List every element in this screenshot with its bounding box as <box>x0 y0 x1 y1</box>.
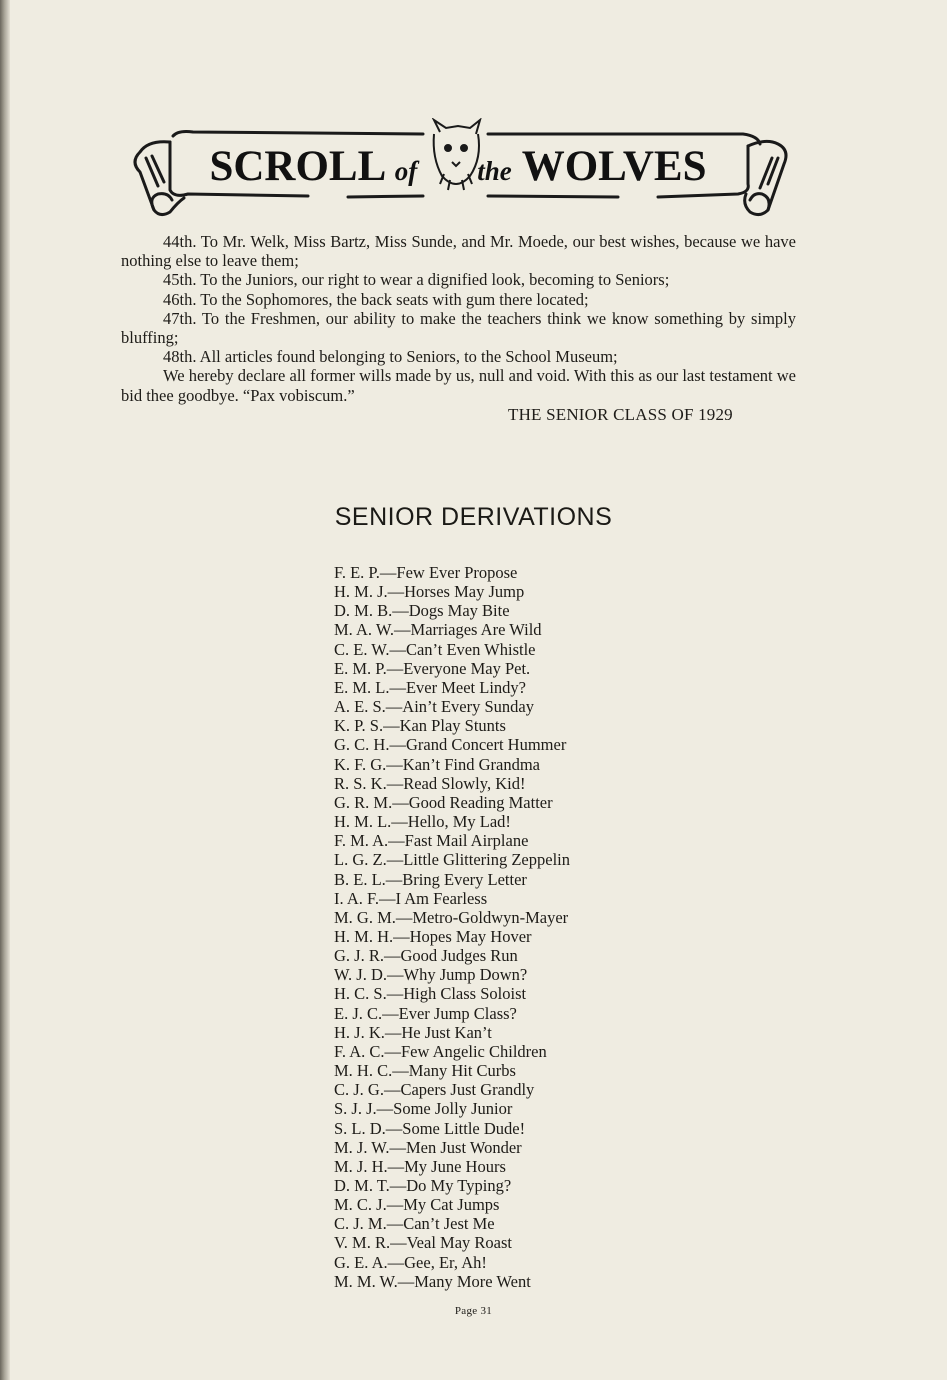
list-item: M. M. W.—Many More Went <box>334 1271 531 1291</box>
will-paragraph: We hereby declare all former wills made by us, null and void. With this as our last testament we bid thee goodbye. “Pax vobiscum.” <box>121 366 796 405</box>
section-title: SENIOR DERIVATIONS <box>334 503 613 531</box>
list-item: A. E. S.—Ain’t Every Sunday <box>334 697 534 717</box>
banner-title-wolves: WOLVES <box>521 143 707 190</box>
will-paragraph: 46th. To the Sophomores, the back seats with gum there located; <box>163 289 589 309</box>
will-paragraph: 45th. To the Juniors, our right to wear a dignified look, becoming to Seniors; <box>163 270 670 290</box>
scroll-banner <box>118 118 798 228</box>
list-item: M. J. H.—My June Hours <box>334 1156 506 1176</box>
list-item: G. R. M.—Good Reading Matter <box>334 792 553 812</box>
list-item: F. A. C.—Few Angelic Children <box>334 1041 547 1061</box>
list-item: M. A. W.—Marriages Are Wild <box>334 620 542 640</box>
list-item: V. M. R.—Veal May Roast <box>334 1233 512 1253</box>
list-item: M. C. J.—My Cat Jumps <box>334 1195 500 1215</box>
list-item: K. F. G.—Kan’t Find Grandma <box>334 754 540 774</box>
list-item: F. E. P.—Few Ever Propose <box>334 563 518 582</box>
banner-title-the: the <box>477 156 512 186</box>
list-item: E. J. C.—Ever Jump Class? <box>334 1003 517 1023</box>
list-item: G. J. R.—Good Judges Run <box>334 946 518 966</box>
banner-title-scroll: SCROLL <box>209 143 384 190</box>
will-paragraph: 44th. To Mr. Welk, Miss Bartz, Miss Sunde, and Mr. Moede, our best wishes, because we have nothing else to leave them; <box>121 232 796 271</box>
list-item: S. L. D.—Some Little Dude! <box>334 1118 526 1138</box>
list-item: G. C. H.—Grand Concert Hummer <box>334 735 567 755</box>
list-item: H. J. K.—He Just Kan’t <box>334 1022 492 1042</box>
list-item: E. M. P.—Everyone May Pet. <box>334 658 531 678</box>
list-item: E. M. L.—Ever Meet Lindy? <box>334 677 526 697</box>
list-item: W. J. D.—Why Jump Down? <box>334 965 528 985</box>
list-item: H. M. H.—Hopes May Hover <box>334 926 532 946</box>
list-item: B. E. L.—Bring Every Letter <box>334 869 527 889</box>
will-text <box>121 232 796 405</box>
will-paragraph: 48th. All articles found belonging to Seniors, to the School Museum; <box>163 347 618 367</box>
list-item: F. M. A.—Fast Mail Airplane <box>334 831 529 851</box>
banner-title <box>118 142 798 191</box>
will-signature: THE SENIOR CLASS OF 1929 <box>508 405 733 424</box>
list-item: I. A. F.—I Am Fearless <box>334 888 488 908</box>
list-item: G. E. A.—Gee, Er, Ah! <box>334 1252 487 1272</box>
book-spine-shadow <box>0 0 10 1380</box>
page-number: Page 31 <box>454 1305 493 1317</box>
list-item: C. J. M.—Can’t Jest Me <box>334 1214 495 1234</box>
banner-title-of: of <box>394 156 418 186</box>
list-item: H. C. S.—High Class Soloist <box>334 984 527 1004</box>
list-item: M. G. M.—Metro-Goldwyn-Mayer <box>334 907 569 927</box>
list-item: H. M. L.—Hello, My Lad! <box>334 812 511 832</box>
list-item: L. G. Z.—Little Glittering Zeppelin <box>334 850 570 870</box>
list-item: D. M. B.—Dogs May Bite <box>334 601 510 621</box>
list-item: S. J. J.—Some Jolly Junior <box>334 1099 513 1119</box>
list-item: M. H. C.—Many Hit Curbs <box>334 1061 516 1081</box>
derivations-list <box>334 563 570 1291</box>
list-item: D. M. T.—Do My Typing? <box>334 1176 512 1195</box>
list-item: C. J. G.—Capers Just Grandly <box>334 1080 535 1100</box>
list-item: R. S. K.—Read Slowly, Kid! <box>334 773 526 793</box>
list-item: H. M. J.—Horses May Jump <box>334 582 525 602</box>
list-item: C. E. W.—Can’t Even Whistle <box>334 639 536 659</box>
will-paragraph: 47th. To the Freshmen, our ability to make the teachers think we know something by simply bluffing; <box>121 308 796 348</box>
list-item: M. J. W.—Men Just Wonder <box>334 1137 522 1157</box>
list-item: K. P. S.—Kan Play Stunts <box>334 716 506 736</box>
